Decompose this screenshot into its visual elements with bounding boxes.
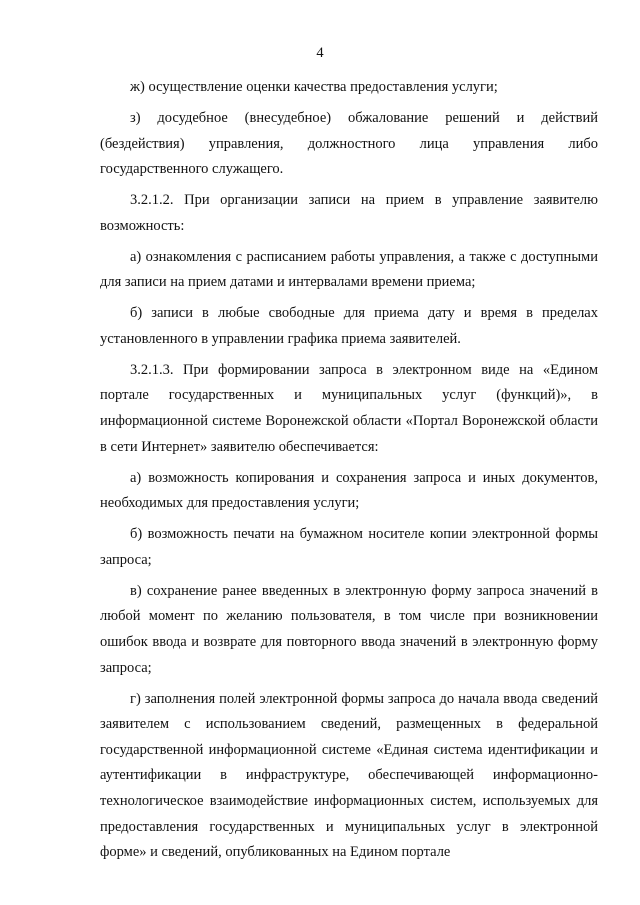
- paragraph-item-zh: ж) осуществление оценки качества предоставления услуги;: [130, 79, 498, 95]
- paragraph-3-2-1-2: 3.2.1.2. При организации записи на прием в управление заявителю возможность:: [100, 192, 598, 234]
- paragraph-item-a: а) ознакомления с расписанием работы управления, а также с доступными для записи на прием датами и интервалами времени приема;: [100, 248, 598, 291]
- paragraph-item-z: з) досудебное (внесудебное) обжалование решений и действий (бездействия) управления, должностного лица управления либо государственного служащего.: [100, 109, 598, 178]
- paragraph-item-v: в) сохранение ранее введенных в электронную форму запроса значений в любой момент по желанию пользователя, в том числе при возникновении ошибок ввода и возврате для повторного ввода значений в электронную форму запроса;: [100, 582, 598, 676]
- paragraph-3-2-1-3: 3.2.1.3. При формировании запроса в электронном виде на «Едином портале государственных и муниципальных услуг (функций)», в информационной системе Воронежской области «Портал Воронежской области в сети Интернет» заявителю обеспечивается:: [100, 361, 598, 455]
- paragraph-item-a-2: а) возможность копирования и сохранения запроса и иных документов, необходимых для предоставления услуги;: [100, 469, 598, 512]
- paragraph-item-b: б) записи в любые свободные для приема дату и время в пределах установленного в управлении графика приема заявителей.: [100, 305, 598, 347]
- paragraph-item-b-2: б) возможность печати на бумажном носителе копии электронной формы запроса;: [100, 526, 598, 568]
- page-number: 4: [316, 45, 324, 61]
- paragraph-item-g: г) заполнения полей электронной формы запроса до начала ввода сведений заявителем с использованием сведений, размещенных в федеральной государственной информационной системе «Единая система идентификации и аутентификации в инфраструктуре, обеспечивающей информационно-технологическое взаимодействие информационных систем, используемых для предоставления государственных и муниципальных услуг в электронной форме» и сведений, опубликованных на Едином портале: [100, 690, 598, 861]
- document-body: [100, 75, 598, 871]
